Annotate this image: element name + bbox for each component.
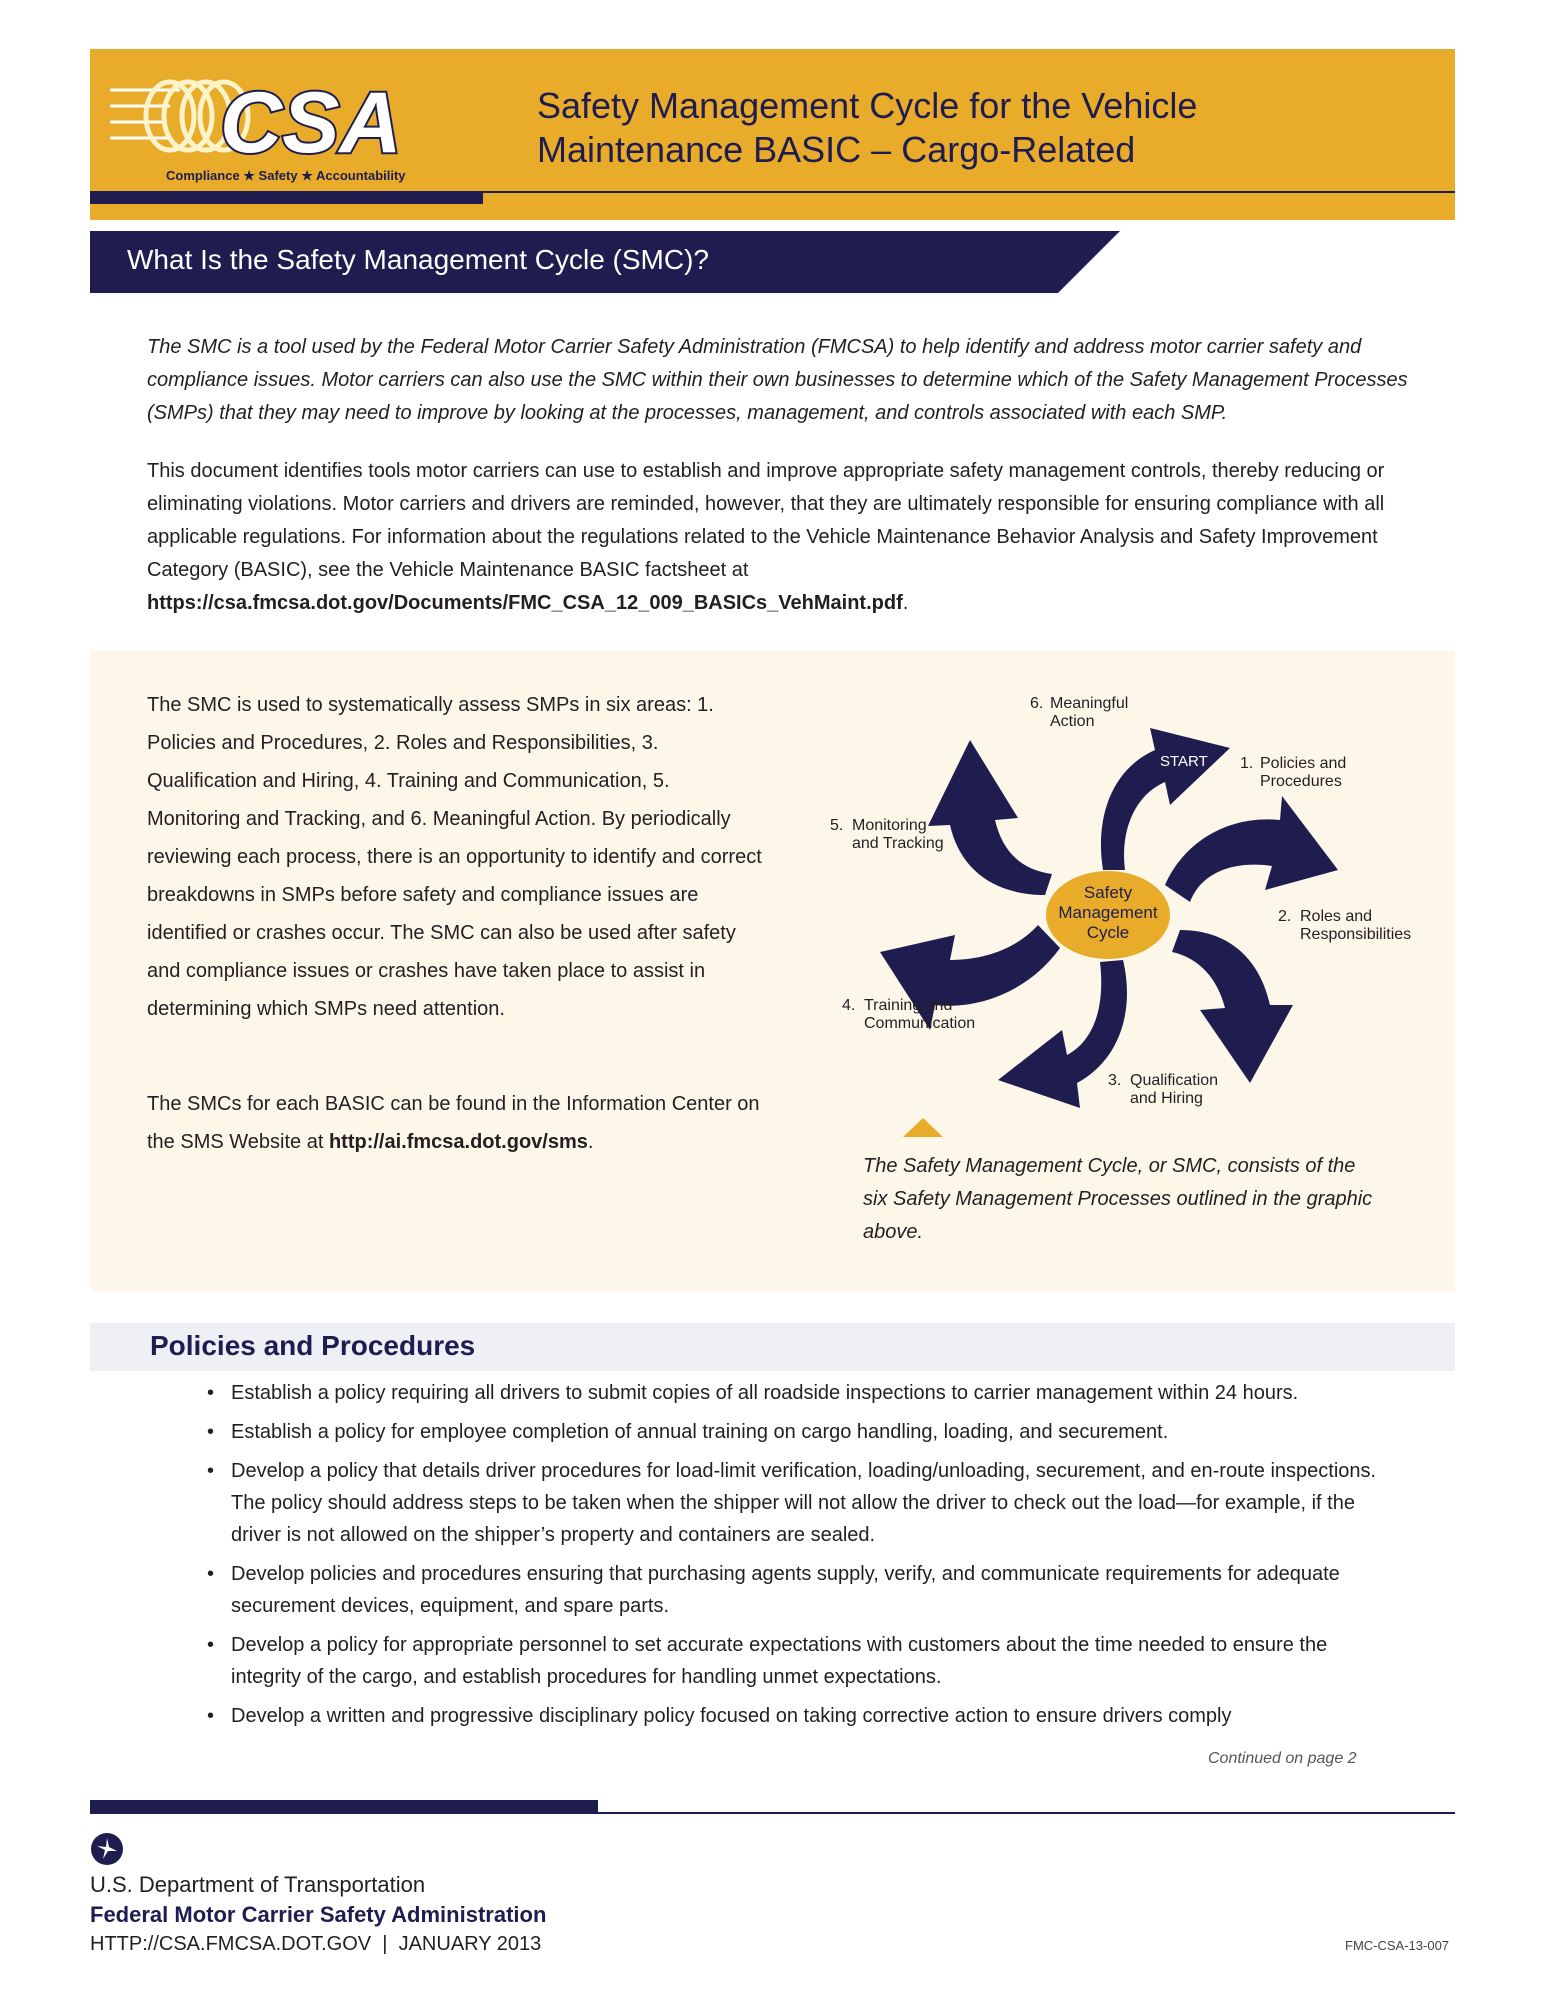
intro-p2-end: . <box>902 592 909 614</box>
policies-title: Policies and Procedures <box>150 1330 476 1361</box>
footer-rule <box>90 1812 1455 1814</box>
cycle-arrow-6 <box>928 740 1052 895</box>
logo-text: CSA <box>220 75 402 171</box>
step-4-line2: Communication <box>864 1015 976 1032</box>
step-3-line2: and Hiring <box>1130 1090 1203 1107</box>
document-code: FMC-CSA-13-007 <box>1345 1938 1450 1953</box>
list-item: • Establish a policy requiring all drivers to submit copies of all roadside inspections to carrier management within 24 hours. <box>207 1377 1402 1409</box>
step-1-num: 1. <box>1240 755 1254 772</box>
step-2-line1: Roles and <box>1300 908 1373 925</box>
step-5-num: 5. <box>830 817 844 834</box>
dot-seal-icon <box>90 1832 124 1866</box>
intro-paragraph-1: The SMC is a tool used by the Federal Motor Carrier Safety Administration (FMCSA) to help identify and address motor carrier safety and compliance issues. Motor carriers can also use the SMC within their own businesses to determine which of the Safety Management Processes (SMPs) that they may need to improve by looking at the processes, management, and controls associated with each SMP. <box>147 336 1408 424</box>
header-accent-bar <box>90 193 483 204</box>
step-6-line1: Meaningful <box>1050 695 1129 712</box>
footer-separator: | <box>382 1933 388 1955</box>
list-item: • Establish a policy for employee completion of annual training on cargo handling, loading, and securement. <box>207 1416 1402 1448</box>
step-4-num: 4. <box>842 997 856 1014</box>
step-6-num: 6. <box>1030 695 1044 712</box>
step-2-line2: Responsibilities <box>1300 926 1412 943</box>
step-3-line1: Qualification <box>1130 1072 1219 1089</box>
step-3-num: 3. <box>1108 1072 1122 1089</box>
smc-website-text: The SMCs for each BASIC can be found in the Information Center on the SMS Website at <box>147 1093 760 1153</box>
step-1-line2: Procedures <box>1260 773 1342 790</box>
step-1-line1: Policies and <box>1260 755 1347 772</box>
center-line-1: Safety <box>1083 883 1133 902</box>
smc-website-end: . <box>587 1131 594 1153</box>
footer-accent-bar <box>90 1800 598 1812</box>
caption-marker <box>903 1118 943 1137</box>
intro-p2-text: This document identifies tools motor carriers can use to establish and improve appropriate safety management controls, thereby reducing or eliminating violations. Motor carriers and drivers are reminded, however, that they are ultimately responsible for ensuring compliance with all applicable regulations. For information about the regulations related to the Vehicle Maintenance Behavior Analysis and Safety Improvement Category (BASIC), see the Vehicle Maintenance BASIC factsheet at <box>147 460 1385 581</box>
section-title: What Is the Safety Management Cycle (SMC)? <box>127 244 709 275</box>
list-item: • Develop a policy that details driver procedures for load-limit verification, loading/unloading, securement, and en-route inspections. The policy should address steps to be taken when the shipper will not allow the driver to check out the load—for example, if the driver is not allowed on the shipper’s property and containers are sealed. <box>207 1455 1402 1551</box>
smc-description: The SMC is used to systematically assess SMPs in six areas: 1. Policies and Procedures, 2. Roles and Responsibilities, 3. Qualification and Hiring, 4. Training and Communication, 5. Monitoring and Tracking, and 6. Meaningful Action. By periodically reviewing each process, there is an opportunity to identify and correct breakdowns in SMPs before safety and compliance issues are identified or crashes occur. The SMC can also be used after safety and compliance issues or crashes have taken place to assist in determining which SMPs need attention. <box>147 694 762 1020</box>
department-name: U.S. Department of Transportation <box>90 1872 426 1897</box>
agency-name: Federal Motor Carrier Safety Administration <box>90 1902 547 1927</box>
step-4-line1: Training and <box>864 997 953 1014</box>
center-line-2: Management <box>1058 903 1158 922</box>
title-line-2: Maintenance BASIC – Cargo-Related <box>537 129 1136 170</box>
sms-website-link[interactable]: http://ai.fmcsa.dot.gov/sms <box>328 1131 588 1153</box>
cycle-arrow-3 <box>1172 930 1293 1083</box>
smc-cycle-diagram <box>820 690 1450 1150</box>
list-item: • Develop a policy for appropriate personnel to set accurate expectations with customers about the time needed to ensure the integrity of the cargo, and establish procedures for handling unmet expectations. <box>207 1629 1402 1693</box>
page-title <box>537 84 1197 172</box>
footer-url-line <box>90 1933 541 1956</box>
smc-website-note <box>147 1085 767 1161</box>
start-label: START <box>1160 753 1208 770</box>
title-line-1: Safety Management Cycle for the Vehicle <box>537 85 1198 126</box>
list-item: • Develop policies and procedures ensuring that purchasing agents supply, verify, and communicate requirements for adequate securement devices, equipment, and spare parts. <box>207 1558 1402 1622</box>
step-2-num: 2. <box>1278 908 1292 925</box>
factsheet-link[interactable]: https://csa.fmcsa.dot.gov/Documents/FMC_CSA_12_009_BASICs_VehMaint.pdf <box>147 592 903 614</box>
footer-url[interactable]: HTTP://CSA.FMCSA.DOT.GOV <box>90 1933 372 1955</box>
diagram-caption: The Safety Management Cycle, or SMC, consists of the six Safety Management Processes outlined in the graphic above. <box>863 1155 1373 1243</box>
cycle-arrow-2 <box>1165 796 1338 902</box>
intro-paragraph-2 <box>147 455 1427 620</box>
policies-list <box>207 1377 1402 1739</box>
step-5-line1: Monitoring <box>852 817 927 834</box>
step-6-line2: Action <box>1050 713 1095 730</box>
csa-logo <box>110 68 460 186</box>
footer-date: JANUARY 2013 <box>398 1933 542 1955</box>
step-5-line2: and Tracking <box>852 835 944 852</box>
center-line-3: Cycle <box>1086 923 1130 942</box>
continued-note: Continued on page 2 <box>1208 1750 1357 1767</box>
logo-tagline: Compliance ★ Safety ★ Accountability <box>166 168 406 183</box>
list-item: • Develop a written and progressive disciplinary policy focused on taking corrective action to ensure drivers comply <box>207 1700 1402 1732</box>
